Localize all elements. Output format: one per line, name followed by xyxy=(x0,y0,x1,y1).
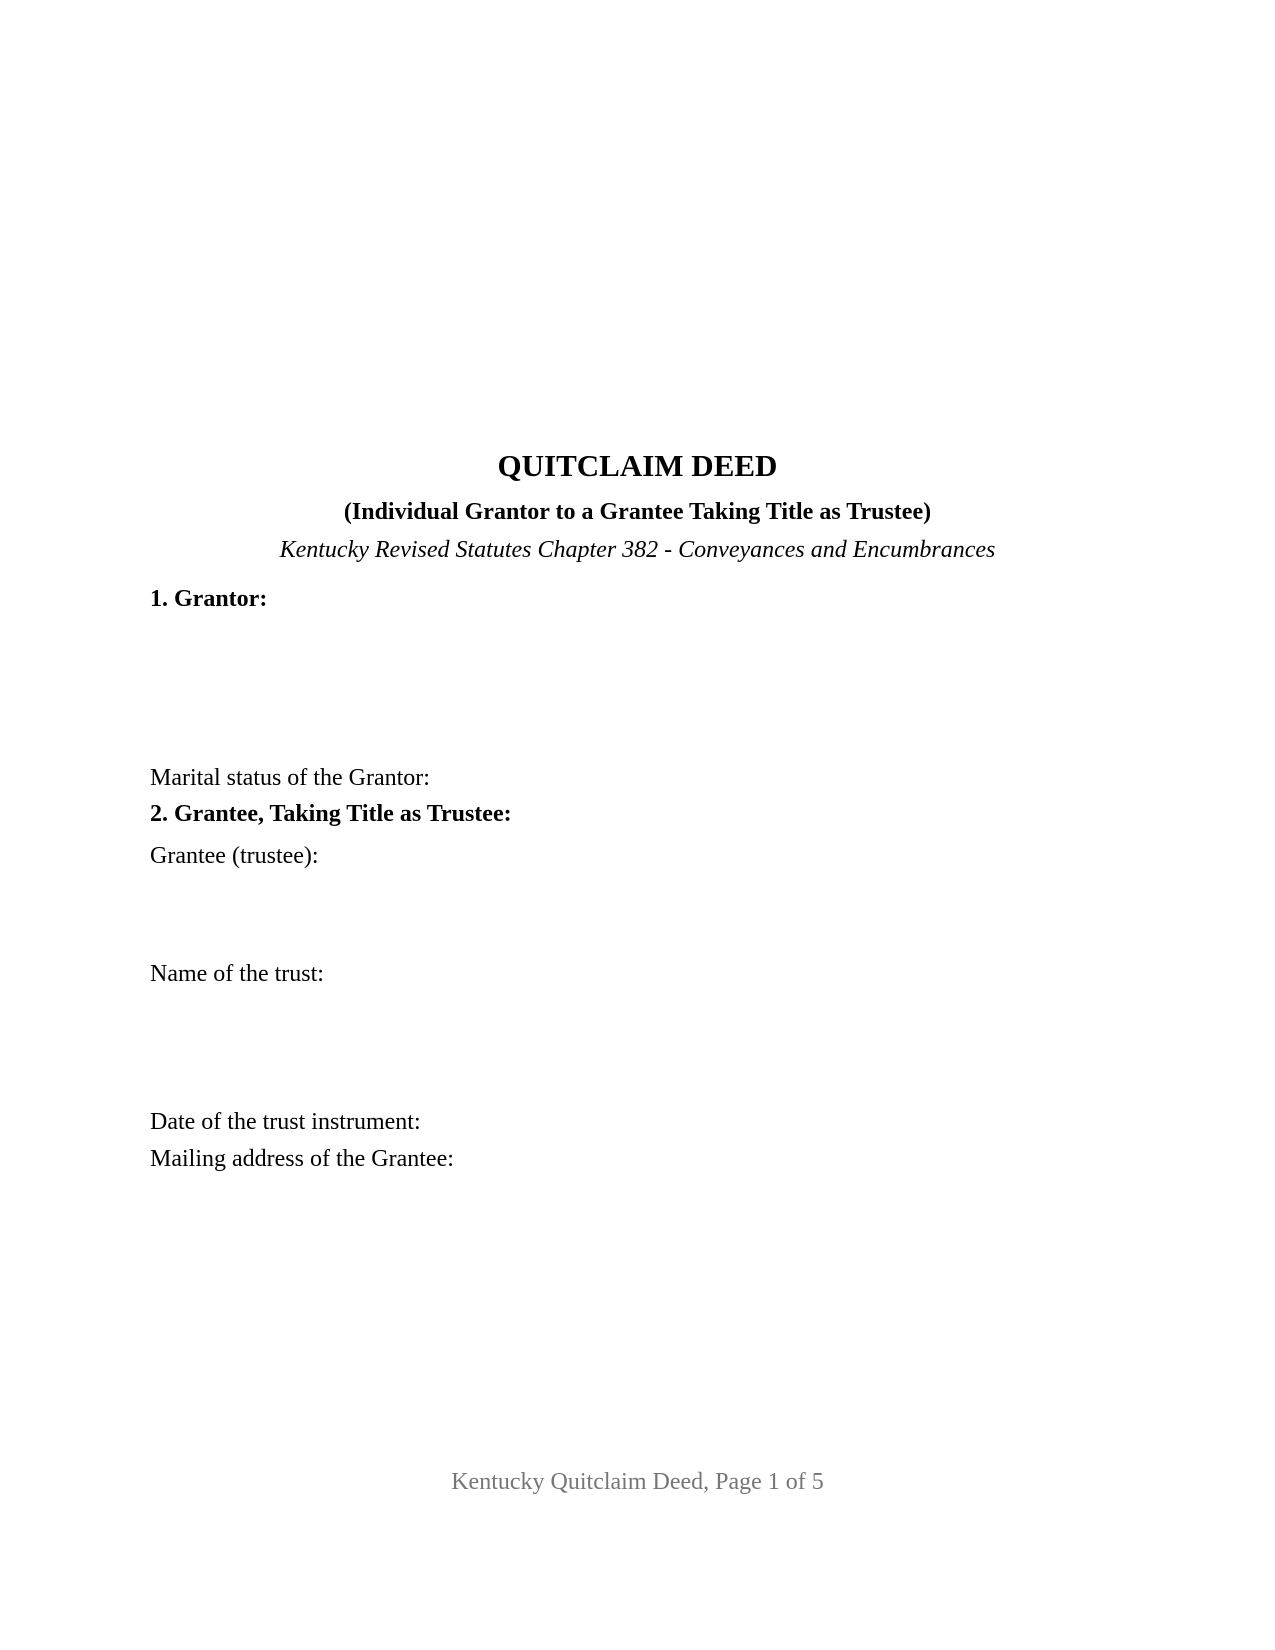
document-subtitle: (Individual Grantor to a Grantee Taking Title as Trustee) xyxy=(343,499,932,525)
trust-name-label: Name of the trust: xyxy=(150,961,324,987)
document-title: QUITCLAIM DEED xyxy=(497,448,778,483)
section-heading-grantee: 2. Grantee, Taking Title as Trustee: xyxy=(150,801,512,827)
section-heading-grantor: 1. Grantor: xyxy=(150,586,268,612)
trust-date-label: Date of the trust instrument: xyxy=(150,1109,421,1135)
marital-status-label: Marital status of the Grantor: xyxy=(150,765,430,791)
mailing-address-label: Mailing address of the Grantee: xyxy=(150,1146,454,1172)
page-footer: Kentucky Quitclaim Deed, Page 1 of 5 xyxy=(451,1469,824,1495)
statute-reference: Kentucky Revised Statutes Chapter 382 - Conveyances and Encumbrances xyxy=(279,537,996,563)
grantee-trustee-label: Grantee (trustee): xyxy=(150,843,319,869)
